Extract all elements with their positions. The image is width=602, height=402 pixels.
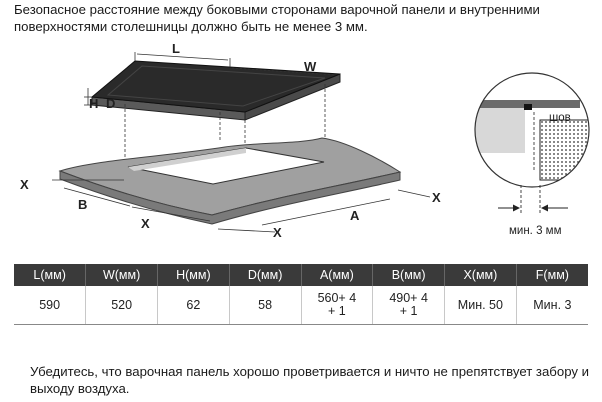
- table-cell: 590: [14, 286, 86, 325]
- safety-distance-text: Безопасное расстояние между боковыми сторонами варочной панели и внутренними поверхностями столешницы должно быть не менее 3 мм.: [14, 2, 540, 34]
- table-header-row: [14, 264, 588, 286]
- table-cell: Мин. 3: [516, 286, 588, 325]
- label-x-left: X: [20, 177, 29, 192]
- label-x-front: X: [141, 216, 150, 231]
- detail-worktop: [540, 120, 600, 180]
- column-header: H(мм): [158, 264, 230, 286]
- column-header: A(мм): [301, 264, 373, 286]
- dimensions-table: [14, 264, 588, 325]
- column-header: F(мм): [516, 264, 588, 286]
- table-cell: Мин. 50: [445, 286, 517, 325]
- label-x-right: X: [432, 190, 441, 205]
- table-cell: 58: [229, 286, 301, 325]
- detail-hob-edge: [524, 104, 532, 110]
- table-row: [14, 286, 588, 325]
- table-cell: 490+ 4 + 1: [373, 286, 445, 325]
- ventilation-note: Убедитесь, что варочная панель хорошо проветривается и ничто не препятствует забору и выходу воздуха.: [30, 364, 590, 396]
- detail-circle: [470, 70, 600, 237]
- table-cell: 520: [86, 286, 158, 325]
- label-d: D: [106, 96, 116, 111]
- column-header: B(мм): [373, 264, 445, 286]
- label-a: A: [350, 208, 360, 223]
- hob-drawing: [92, 61, 340, 120]
- installation-diagram: [0, 40, 602, 245]
- label-b: B: [78, 197, 88, 212]
- column-header: D(мм): [229, 264, 301, 286]
- label-l: L: [172, 41, 180, 56]
- table-cell: 560+ 4 + 1: [301, 286, 373, 325]
- seam-label: шов: [549, 112, 571, 124]
- table-cell: 62: [158, 286, 230, 325]
- column-header: X(мм): [445, 264, 517, 286]
- label-h: H: [89, 96, 99, 111]
- column-header: L(мм): [14, 264, 86, 286]
- label-w: W: [304, 59, 317, 74]
- label-x-bottom: X: [273, 225, 282, 240]
- countertop-drawing: [60, 138, 400, 224]
- column-header: W(мм): [86, 264, 158, 286]
- gap-label: мин. 3 мм: [509, 225, 562, 237]
